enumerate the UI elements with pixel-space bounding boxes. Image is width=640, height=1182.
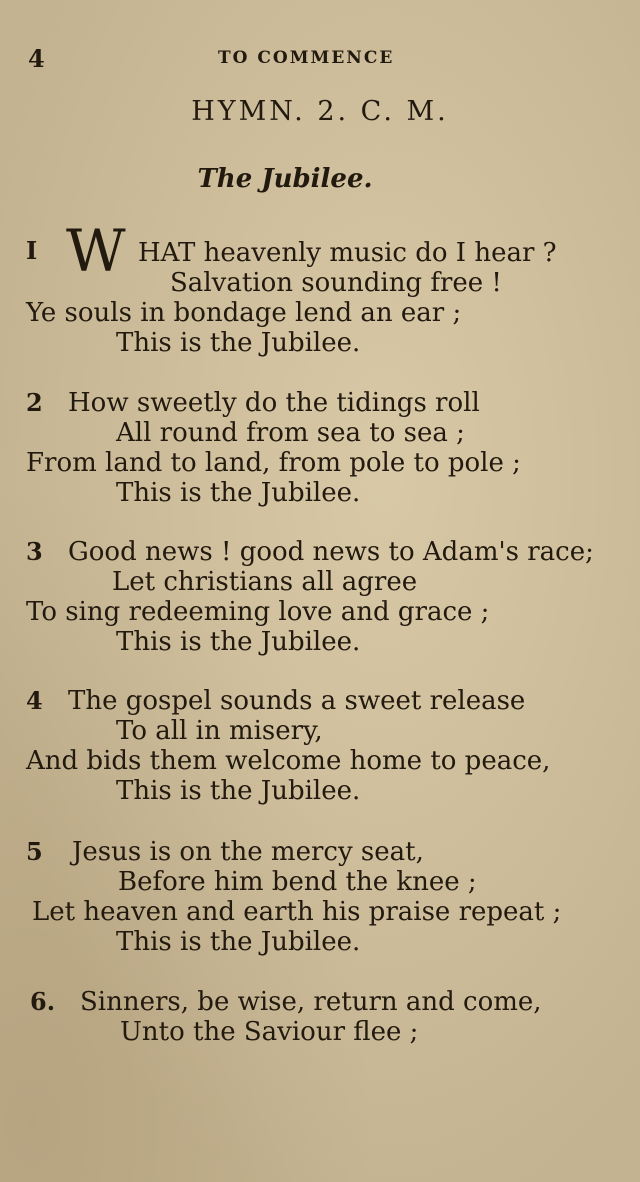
stanza-line: Salvation sounding free !: [170, 268, 502, 298]
stanza-line: This is the Jubilee.: [116, 328, 361, 358]
stanza-line: This is the Jubilee.: [116, 776, 361, 806]
stanza-number: I: [26, 236, 38, 265]
stanza-line: To sing redeeming love and grace ;: [26, 597, 490, 627]
stanza-line: All round from sea to sea ;: [116, 418, 465, 448]
stanza-line: This is the Jubilee.: [116, 927, 361, 957]
stanza-line: This is the Jubilee.: [116, 627, 361, 657]
stanza-line: And bids them welcome home to peace,: [26, 746, 551, 776]
page-number: 4: [28, 44, 45, 73]
stanza-line: The gospel sounds a sweet release: [68, 686, 526, 716]
stanza-line: Good news ! good news to Adam's race;: [68, 537, 594, 567]
stanza-line: Let heaven and earth his praise repeat ;: [32, 897, 562, 927]
hymn-subtitle: The Jubilee.: [197, 164, 373, 194]
stanza-number: 4: [26, 686, 43, 715]
stanza-line: Jesus is on the mercy seat,: [72, 837, 424, 867]
stanza-line: This is the Jubilee.: [116, 478, 361, 508]
stanza-line: From land to land, from pole to pole ;: [26, 448, 521, 478]
stanza-number: 5: [26, 837, 43, 866]
stanza-number: 6.: [30, 987, 56, 1016]
stanza-line: HAT heavenly music do I hear ?: [138, 238, 557, 268]
hymn-title: HYMN. 2. C. M.: [191, 96, 449, 127]
stanza-line: Sinners, be wise, return and come,: [80, 987, 542, 1017]
stanza-line: Ye souls in bondage lend an ear ;: [26, 298, 462, 328]
stanza-line: Unto the Saviour flee ;: [120, 1017, 419, 1047]
stanza-line: Before him bend the knee ;: [118, 867, 477, 897]
stanza-number: 3: [26, 537, 43, 566]
page-header: [0, 44, 640, 76]
stanza-line: Let christians all agree: [112, 567, 418, 597]
stanza-line: To all in misery,: [116, 716, 323, 746]
stanza-line: How sweetly do the tidings roll: [68, 388, 480, 418]
running-head: TO COMMENCE: [218, 48, 395, 68]
stanza-number: 2: [26, 388, 43, 417]
drop-cap: W: [66, 217, 126, 285]
